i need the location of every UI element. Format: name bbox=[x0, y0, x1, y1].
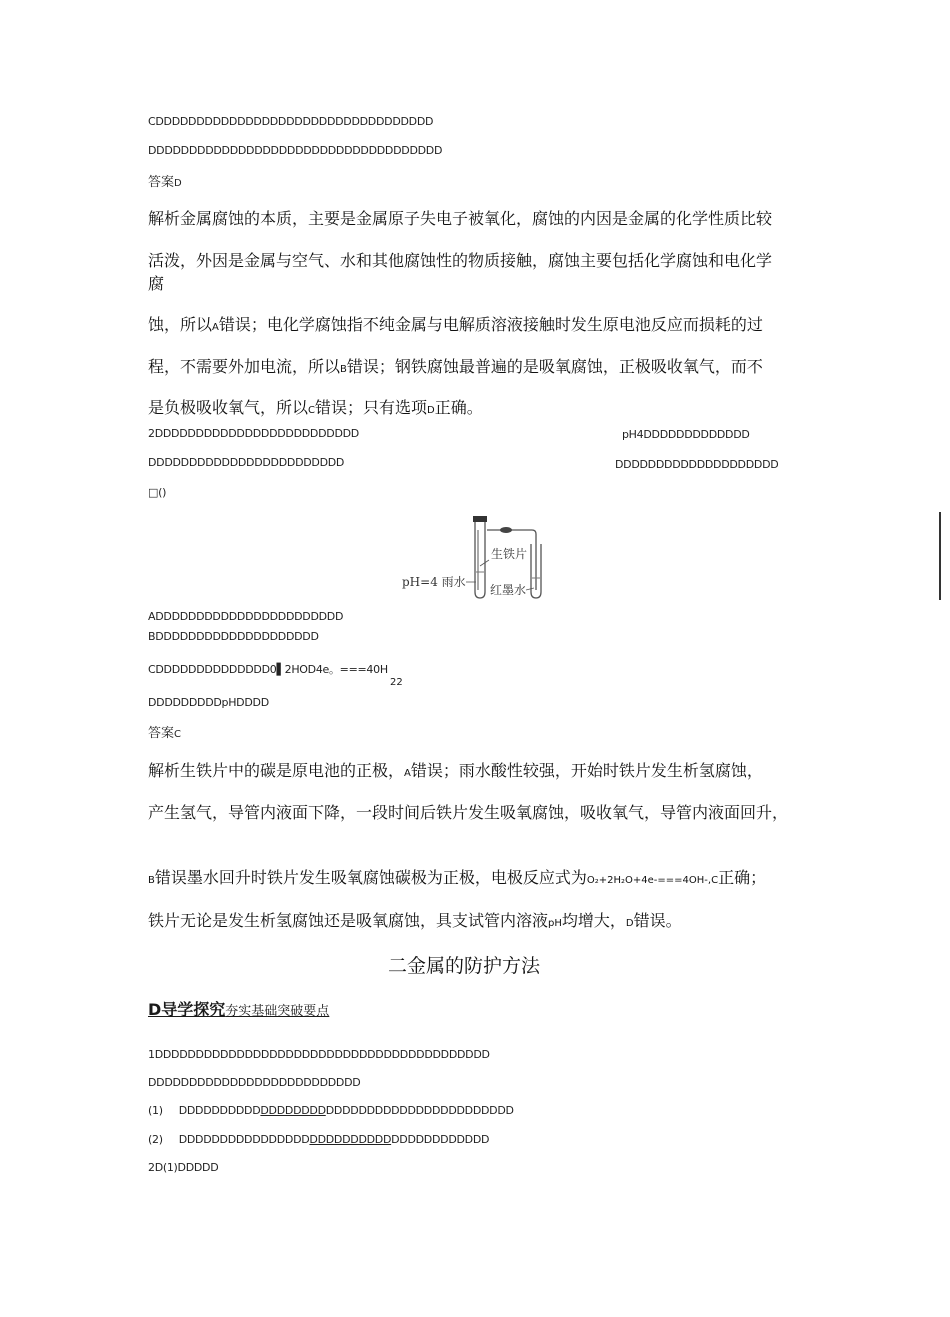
text-span: 蚀，所以 bbox=[148, 315, 213, 334]
text-span: 错误；钢铁腐蚀最普遍的是吸氧腐蚀，正极吸收氧气，而不 bbox=[346, 357, 763, 376]
explanation-1-line-4 bbox=[148, 359, 763, 375]
question-2-left: 2DDDDDDDDDDDDDDDDDDDDDDDDD bbox=[148, 427, 359, 440]
section-line-3 bbox=[148, 1105, 514, 1116]
text-span: 错误。 bbox=[633, 911, 682, 930]
text-span: DDDDDDDDDD bbox=[178, 1104, 261, 1117]
explanation-2-line-4 bbox=[148, 913, 682, 929]
option-a: ADDDDDDDDDDDDDDDDDDDDDDD bbox=[148, 610, 344, 623]
blank-span: DDDDDDDDDD bbox=[309, 1133, 392, 1146]
option-ref: A bbox=[212, 322, 219, 333]
text-span: 错误墨水回升时铁片发生吸氧腐蚀碳极为正极，电极反应式为 bbox=[154, 868, 587, 887]
option-b: BDDDDDDDDDDDDDDDDDDDD bbox=[148, 630, 319, 643]
question-2-right: pH4DDDDDDDDDDDDD bbox=[622, 428, 750, 441]
item-number: (2) bbox=[148, 1133, 163, 1146]
section-line-5: 2D(1)DDDDD bbox=[148, 1161, 219, 1174]
explanation-1-line-5 bbox=[148, 400, 483, 416]
question-2-right-2: DDDDDDDDDDDDDDDDDDDD bbox=[615, 458, 779, 471]
text-span: 错误；电化学腐蚀指不纯金属与电解质溶液接触时发生原电池反应而损耗的过 bbox=[218, 315, 763, 334]
text-span: 错误；雨水酸性较强，开始时铁片发生析氢腐蚀， bbox=[410, 761, 763, 780]
test-tube-left bbox=[475, 522, 485, 598]
text-span: 解析生铁片中的碳是原电池的正极， bbox=[148, 761, 405, 780]
text-span: 正确。 bbox=[434, 398, 483, 417]
blank-span: DDDDDDDD bbox=[260, 1104, 326, 1117]
ph-ref: pH bbox=[548, 918, 562, 929]
explanation-1-line-2b: 腐 bbox=[148, 274, 165, 293]
experiment-diagram bbox=[400, 510, 560, 600]
section-line-2: DDDDDDDDDDDDDDDDDDDDDDDDDD bbox=[148, 1076, 361, 1089]
guide-heading bbox=[148, 1002, 329, 1018]
question-2-left-2: DDDDDDDDDDDDDDDDDDDDDDDD bbox=[148, 456, 345, 469]
equation: O₂+2H₂O+4e-===4OH-,C bbox=[586, 875, 719, 886]
ink-leader bbox=[526, 588, 534, 590]
explanation-1-line-3 bbox=[148, 317, 763, 333]
iron-label: 生铁片 bbox=[491, 547, 528, 561]
explanation-2-line-3 bbox=[148, 870, 766, 886]
option-c-subscript: 22 bbox=[390, 677, 403, 688]
text-line-1: CDDDDDDDDDDDDDDDDDDDDDDDDDDDDDDDDDD bbox=[148, 115, 434, 128]
rain-label: pH=4 雨水 bbox=[402, 575, 466, 589]
section-line-4 bbox=[148, 1134, 489, 1145]
guide-main: D导学探究 bbox=[148, 1000, 226, 1019]
explanation-2-line-1 bbox=[148, 763, 763, 779]
text-span: 铁片无论是发生析氢腐蚀还是吸氧腐蚀，具支试管内溶液 bbox=[148, 911, 549, 930]
text-span: 是负极吸收氧气，所以 bbox=[148, 398, 309, 417]
option-ref: C bbox=[308, 405, 315, 416]
explanation-2-line-2: 产生氢气，导管内液面下降，一段时间后铁片发生吸氧腐蚀，吸收氧气，导管内液面回升， bbox=[148, 803, 789, 822]
page-edge-bar bbox=[939, 512, 941, 600]
answer-label: 答案 bbox=[148, 726, 175, 741]
option-ref: D bbox=[427, 405, 435, 416]
text-span: 正确； bbox=[718, 868, 767, 887]
text-span: 错误；只有选项 bbox=[315, 398, 428, 417]
text-line-2: DDDDDDDDDDDDDDDDDDDDDDDDDDDDDDDDDDDD bbox=[148, 144, 443, 157]
answer-1 bbox=[148, 176, 182, 189]
option-d: DDDDDDDDDpHDDDD bbox=[148, 696, 269, 709]
question-2-bracket: □() bbox=[148, 486, 167, 499]
section-title: 二金属的防护方法 bbox=[388, 955, 541, 977]
guide-sub: 夯实基础突破要点 bbox=[225, 1004, 330, 1019]
option-ref: A bbox=[404, 768, 411, 779]
answer-letter: C bbox=[174, 729, 181, 740]
option-ref: D bbox=[625, 918, 634, 929]
text-span: DDDDDDDDDDDDDDDD bbox=[178, 1133, 310, 1146]
answer-2 bbox=[148, 727, 181, 740]
option-ref: B bbox=[340, 364, 347, 375]
text-span: DDDDDDDDDDDD bbox=[391, 1133, 490, 1146]
text-span: 程，不需要外加电流，所以 bbox=[148, 357, 341, 376]
clamp bbox=[500, 527, 512, 533]
text-span: DDDDDDDDDDDDDDDDDDDDDDD bbox=[325, 1104, 514, 1117]
option-ref: B bbox=[148, 875, 155, 886]
option-c: CDDDDDDDDDDDDDD0▌2HOD4e。===40H bbox=[148, 663, 388, 676]
answer-label: 答案 bbox=[148, 175, 175, 190]
explanation-1-line-1: 解析金属腐蚀的本质，主要是金属原子失电子被氧化，腐蚀的内因是金属的化学性质比较 bbox=[148, 209, 773, 228]
stopper bbox=[473, 516, 487, 522]
section-line-1: 1DDDDDDDDDDDDDDDDDDDDDDDDDDDDDDDDDDDDDDDDD bbox=[148, 1048, 490, 1061]
text-span: 均增大， bbox=[561, 911, 626, 930]
answer-letter: D bbox=[174, 178, 182, 189]
item-number: (1) bbox=[148, 1104, 163, 1117]
explanation-1-line-2: 活泼，外因是金属与空气、水和其他腐蚀性的物质接触，腐蚀主要包括化学腐蚀和电化学 bbox=[148, 251, 773, 270]
ink-label: 红墨水 bbox=[490, 583, 527, 597]
